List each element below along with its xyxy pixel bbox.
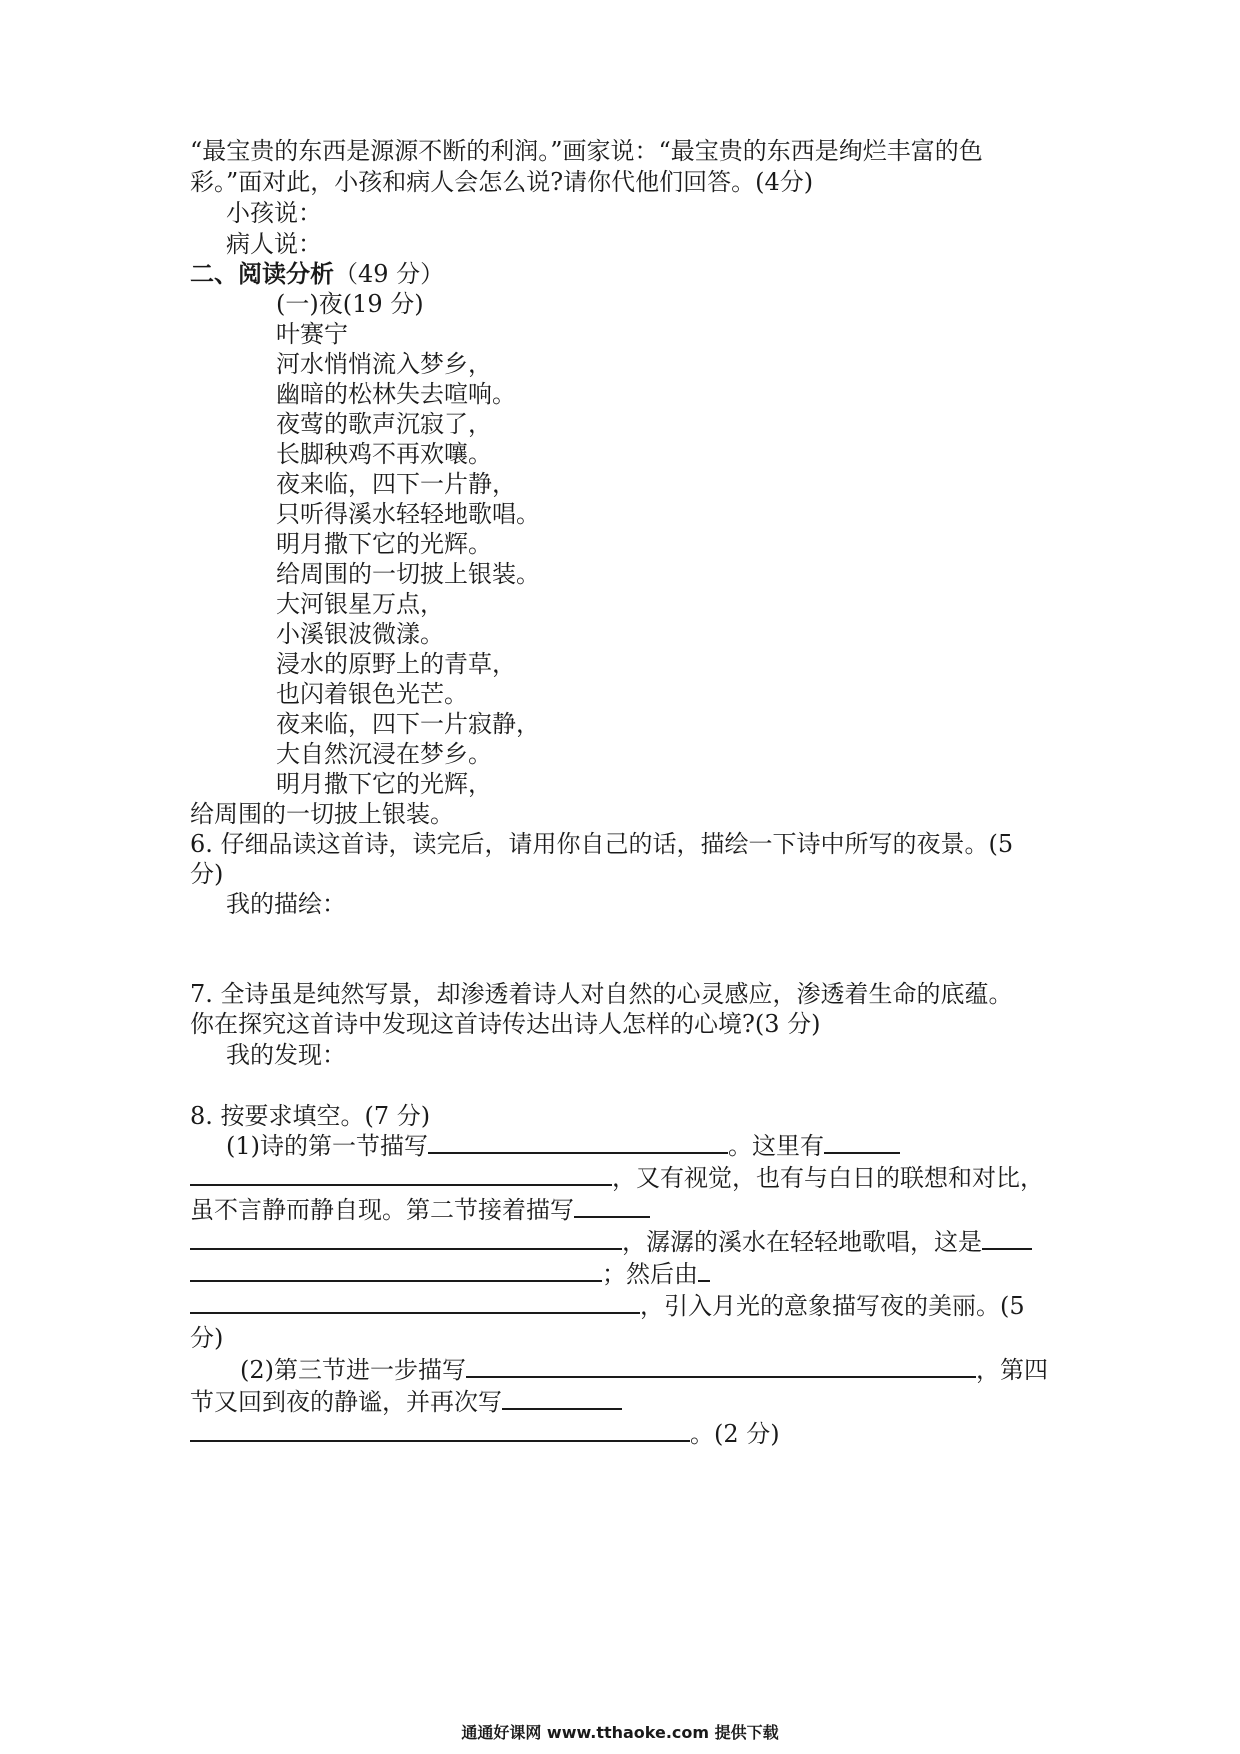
q8-part2-line-3: [190, 1418, 780, 1450]
fill-blank[interactable]: [824, 1130, 900, 1154]
poem-line: 长脚秧鸡不再欢嚷。: [276, 440, 492, 468]
poem-line: 浸水的原野上的青草，: [276, 650, 516, 678]
poem-line: 大自然沉浸在梦乡。: [276, 740, 492, 768]
intro-line-2: 彩。”面对此，小孩和病人会怎么说?请你代他们回答。(4分): [190, 168, 814, 196]
poem-line: 明月撒下它的光辉。: [276, 530, 492, 558]
q8-text: 。(2 分): [690, 1420, 780, 1448]
q8-part2-line-1: [240, 1354, 1048, 1386]
poem-line: 明月撒下它的光辉，: [276, 770, 492, 798]
q8-part1-line-2: [190, 1162, 1044, 1194]
q7-line-1: 7. 全诗虽是纯然写景，却渗透着诗人对自然的心灵感应，渗透着生命的底蕴。: [190, 980, 1013, 1008]
q8-text: ，第四: [976, 1356, 1048, 1384]
q8-text: ，潺潺的溪水在轻轻地歌唱，这是: [622, 1228, 982, 1256]
q8-text: 。这里有: [728, 1132, 824, 1160]
poem-last-line: 给周围的一切披上银装。: [190, 800, 454, 828]
q7-line-2: 你在探究这首诗中发现这首诗传达出诗人怎样的心境?(3 分): [190, 1010, 821, 1038]
poem-line: 夜来临，四下一片静，: [276, 470, 516, 498]
fill-blank[interactable]: [190, 1418, 690, 1442]
q6-line-1: 6. 仔细品读这首诗，读完后，请用你自己的话，描绘一下诗中所写的夜景。(5: [190, 830, 1014, 858]
q6-answer-label: 我的描绘：: [226, 890, 346, 918]
q7-answer-label: 我的发现：: [226, 1041, 346, 1069]
section-title: 二、阅读分析: [190, 260, 334, 288]
poem-line: 只听得溪水轻轻地歌唱。: [276, 500, 540, 528]
q8-title: 8. 按要求填空。(7 分): [190, 1102, 431, 1130]
q8-part1-line-4: [190, 1226, 1032, 1258]
q8-text: 虽不言静而静自现。第二节接着描写: [190, 1196, 574, 1224]
fill-blank[interactable]: [190, 1290, 640, 1314]
q8-text: (2)第三节进一步描写: [240, 1356, 466, 1384]
fill-blank[interactable]: [502, 1386, 622, 1410]
poem-heading: (一)夜(19 分): [276, 290, 424, 318]
patient-answer-label: 病人说：: [226, 230, 322, 258]
fill-blank[interactable]: [190, 1226, 622, 1250]
intro-line-1: “最宝贵的东西是源源不断的利润。”画家说：“最宝贵的东西是绚烂丰富的色: [190, 137, 983, 165]
q8-text: ，引入月光的意象描写夜的美丽。(5: [640, 1292, 1025, 1320]
q8-text: (1)诗的第一节描写: [226, 1132, 428, 1160]
poem-line: 大河银星万点，: [276, 590, 444, 618]
fill-blank[interactable]: [466, 1354, 976, 1378]
section-score: （49 分）: [334, 260, 445, 288]
poem-line: 给周围的一切披上银装。: [276, 560, 540, 588]
q8-text: ；然后由: [602, 1260, 698, 1288]
q8-text: 节又回到夜的静谧，并再次写: [190, 1388, 502, 1416]
q8-text: ，又有视觉，也有与白日的联想和对比，: [612, 1164, 1044, 1192]
q8-part1-line-1: [226, 1130, 900, 1162]
page-footer: 通通好课网 www.tthaoke.com 提供下载: [461, 1723, 779, 1742]
fill-blank[interactable]: [698, 1258, 710, 1282]
poem-line: 夜莺的歌声沉寂了，: [276, 410, 492, 438]
poem-line: 夜来临，四下一片寂静，: [276, 710, 540, 738]
poem-line: 也闪着银色光芒。: [276, 680, 468, 708]
q8-part1-line-3: [190, 1194, 650, 1226]
poem-author: 叶赛宁: [276, 320, 348, 348]
q6-line-2: 分): [190, 860, 224, 888]
fill-blank[interactable]: [428, 1130, 728, 1154]
q8-part2-line-2: [190, 1386, 622, 1418]
child-answer-label: 小孩说：: [226, 199, 322, 227]
fill-blank[interactable]: [982, 1226, 1032, 1250]
poem-line: 小溪银波微漾。: [276, 620, 444, 648]
fill-blank[interactable]: [190, 1162, 612, 1186]
poem-line: 幽暗的松林失去喧响。: [276, 380, 516, 408]
section-heading: [190, 258, 444, 290]
poem-line: 河水悄悄流入梦乡，: [276, 350, 492, 378]
q8-part1-line-5: [190, 1258, 710, 1290]
q8-part1-line-7: 分): [190, 1324, 224, 1352]
q8-part1-line-6: [190, 1290, 1025, 1322]
fill-blank[interactable]: [190, 1258, 602, 1282]
fill-blank[interactable]: [574, 1194, 650, 1218]
